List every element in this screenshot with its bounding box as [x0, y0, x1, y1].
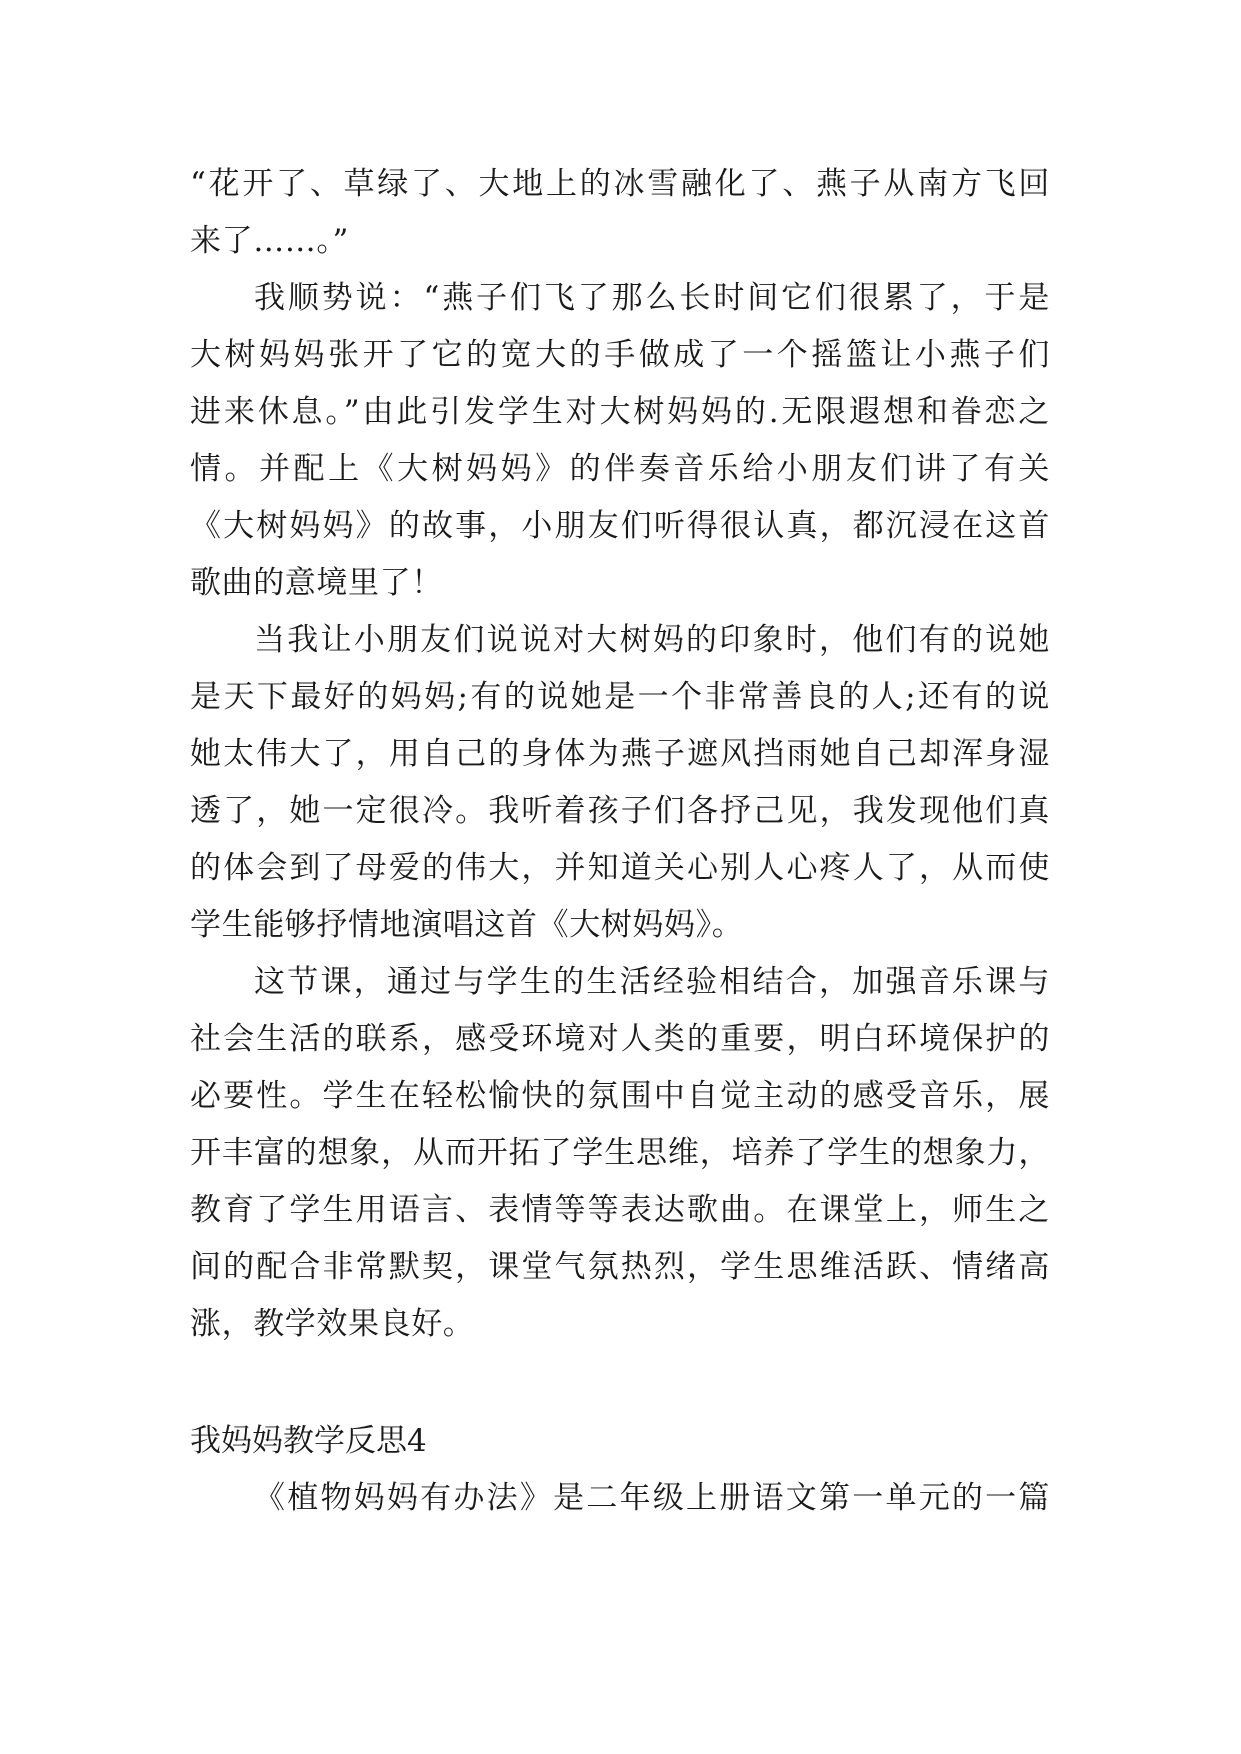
- text-line: 的体会到了母爱的伟大，并知道关心别人心疼人了，从而使: [190, 850, 1050, 886]
- text-line: 必要性。学生在轻松愉快的氛围中自觉主动的感受音乐，展: [190, 1078, 1050, 1114]
- text-line: 《大树妈妈》的故事，小朋友们听得很认真，都沉浸在这首: [190, 508, 1050, 544]
- text-line: 透了，她一定很冷。我听着孩子们各抒己见，我发现他们真: [190, 793, 1050, 829]
- text-line: 间的配合非常默契，课堂气氛热烈，学生思维活跃、情绪高: [190, 1249, 1050, 1285]
- text-line: 大树妈妈张开了它的宽大的手做成了一个摇篮让小燕子们: [190, 337, 1050, 373]
- paragraph-4: [190, 954, 1050, 1353]
- text-line: 开丰富的想象，从而开拓了学生思维，培养了学生的想象力，: [190, 1135, 1050, 1171]
- section-title: 我妈妈教学反思4: [190, 1423, 427, 1459]
- text-line: 来了……。”: [190, 223, 349, 259]
- paragraph-5: [190, 1470, 1050, 1527]
- text-line: 进来休息。”由此引发学生对大树妈妈的.无限遐想和眷恋之: [190, 394, 1050, 430]
- text-line: 学生能够抒情地演唱这首《大树妈妈》。: [190, 907, 744, 943]
- text-line: 涨，教学效果良好。: [190, 1306, 475, 1342]
- text-line: 歌曲的意境里了！: [190, 565, 443, 601]
- paragraph-3: [190, 612, 1050, 954]
- text-line: “花开了、草绿了、大地上的冰雪融化了、燕子从南方飞回: [190, 166, 1050, 202]
- text-line: 她太伟大了，用自己的身体为燕子遮风挡雨她自己却浑身湿: [190, 736, 1050, 772]
- paragraph-1: [190, 156, 1050, 270]
- text-line: 《植物妈妈有办法》是二年级上册语文第一单元的一篇: [254, 1480, 1050, 1516]
- text-line: 社会生活的联系，感受环境对人类的重要，明白环境保护的: [190, 1021, 1050, 1057]
- text-line: 当我让小朋友们说说对大树妈的印象时，他们有的说她: [254, 622, 1050, 658]
- text-line: 我顺势说：“燕子们飞了那么长时间它们很累了，于是: [254, 280, 1050, 316]
- document-page: [190, 156, 1050, 1527]
- paragraph-2: [190, 270, 1050, 612]
- text-line: 是天下最好的妈妈;有的说她是一个非常善良的人;还有的说: [190, 679, 1050, 715]
- text-line: 情。并配上《大树妈妈》的伴奏音乐给小朋友们讲了有关: [190, 451, 1050, 487]
- text-line: 这节课，通过与学生的生活经验相结合，加强音乐课与: [254, 964, 1050, 1000]
- text-line: 教育了学生用语言、表情等等表达歌曲。在课堂上，师生之: [190, 1192, 1050, 1228]
